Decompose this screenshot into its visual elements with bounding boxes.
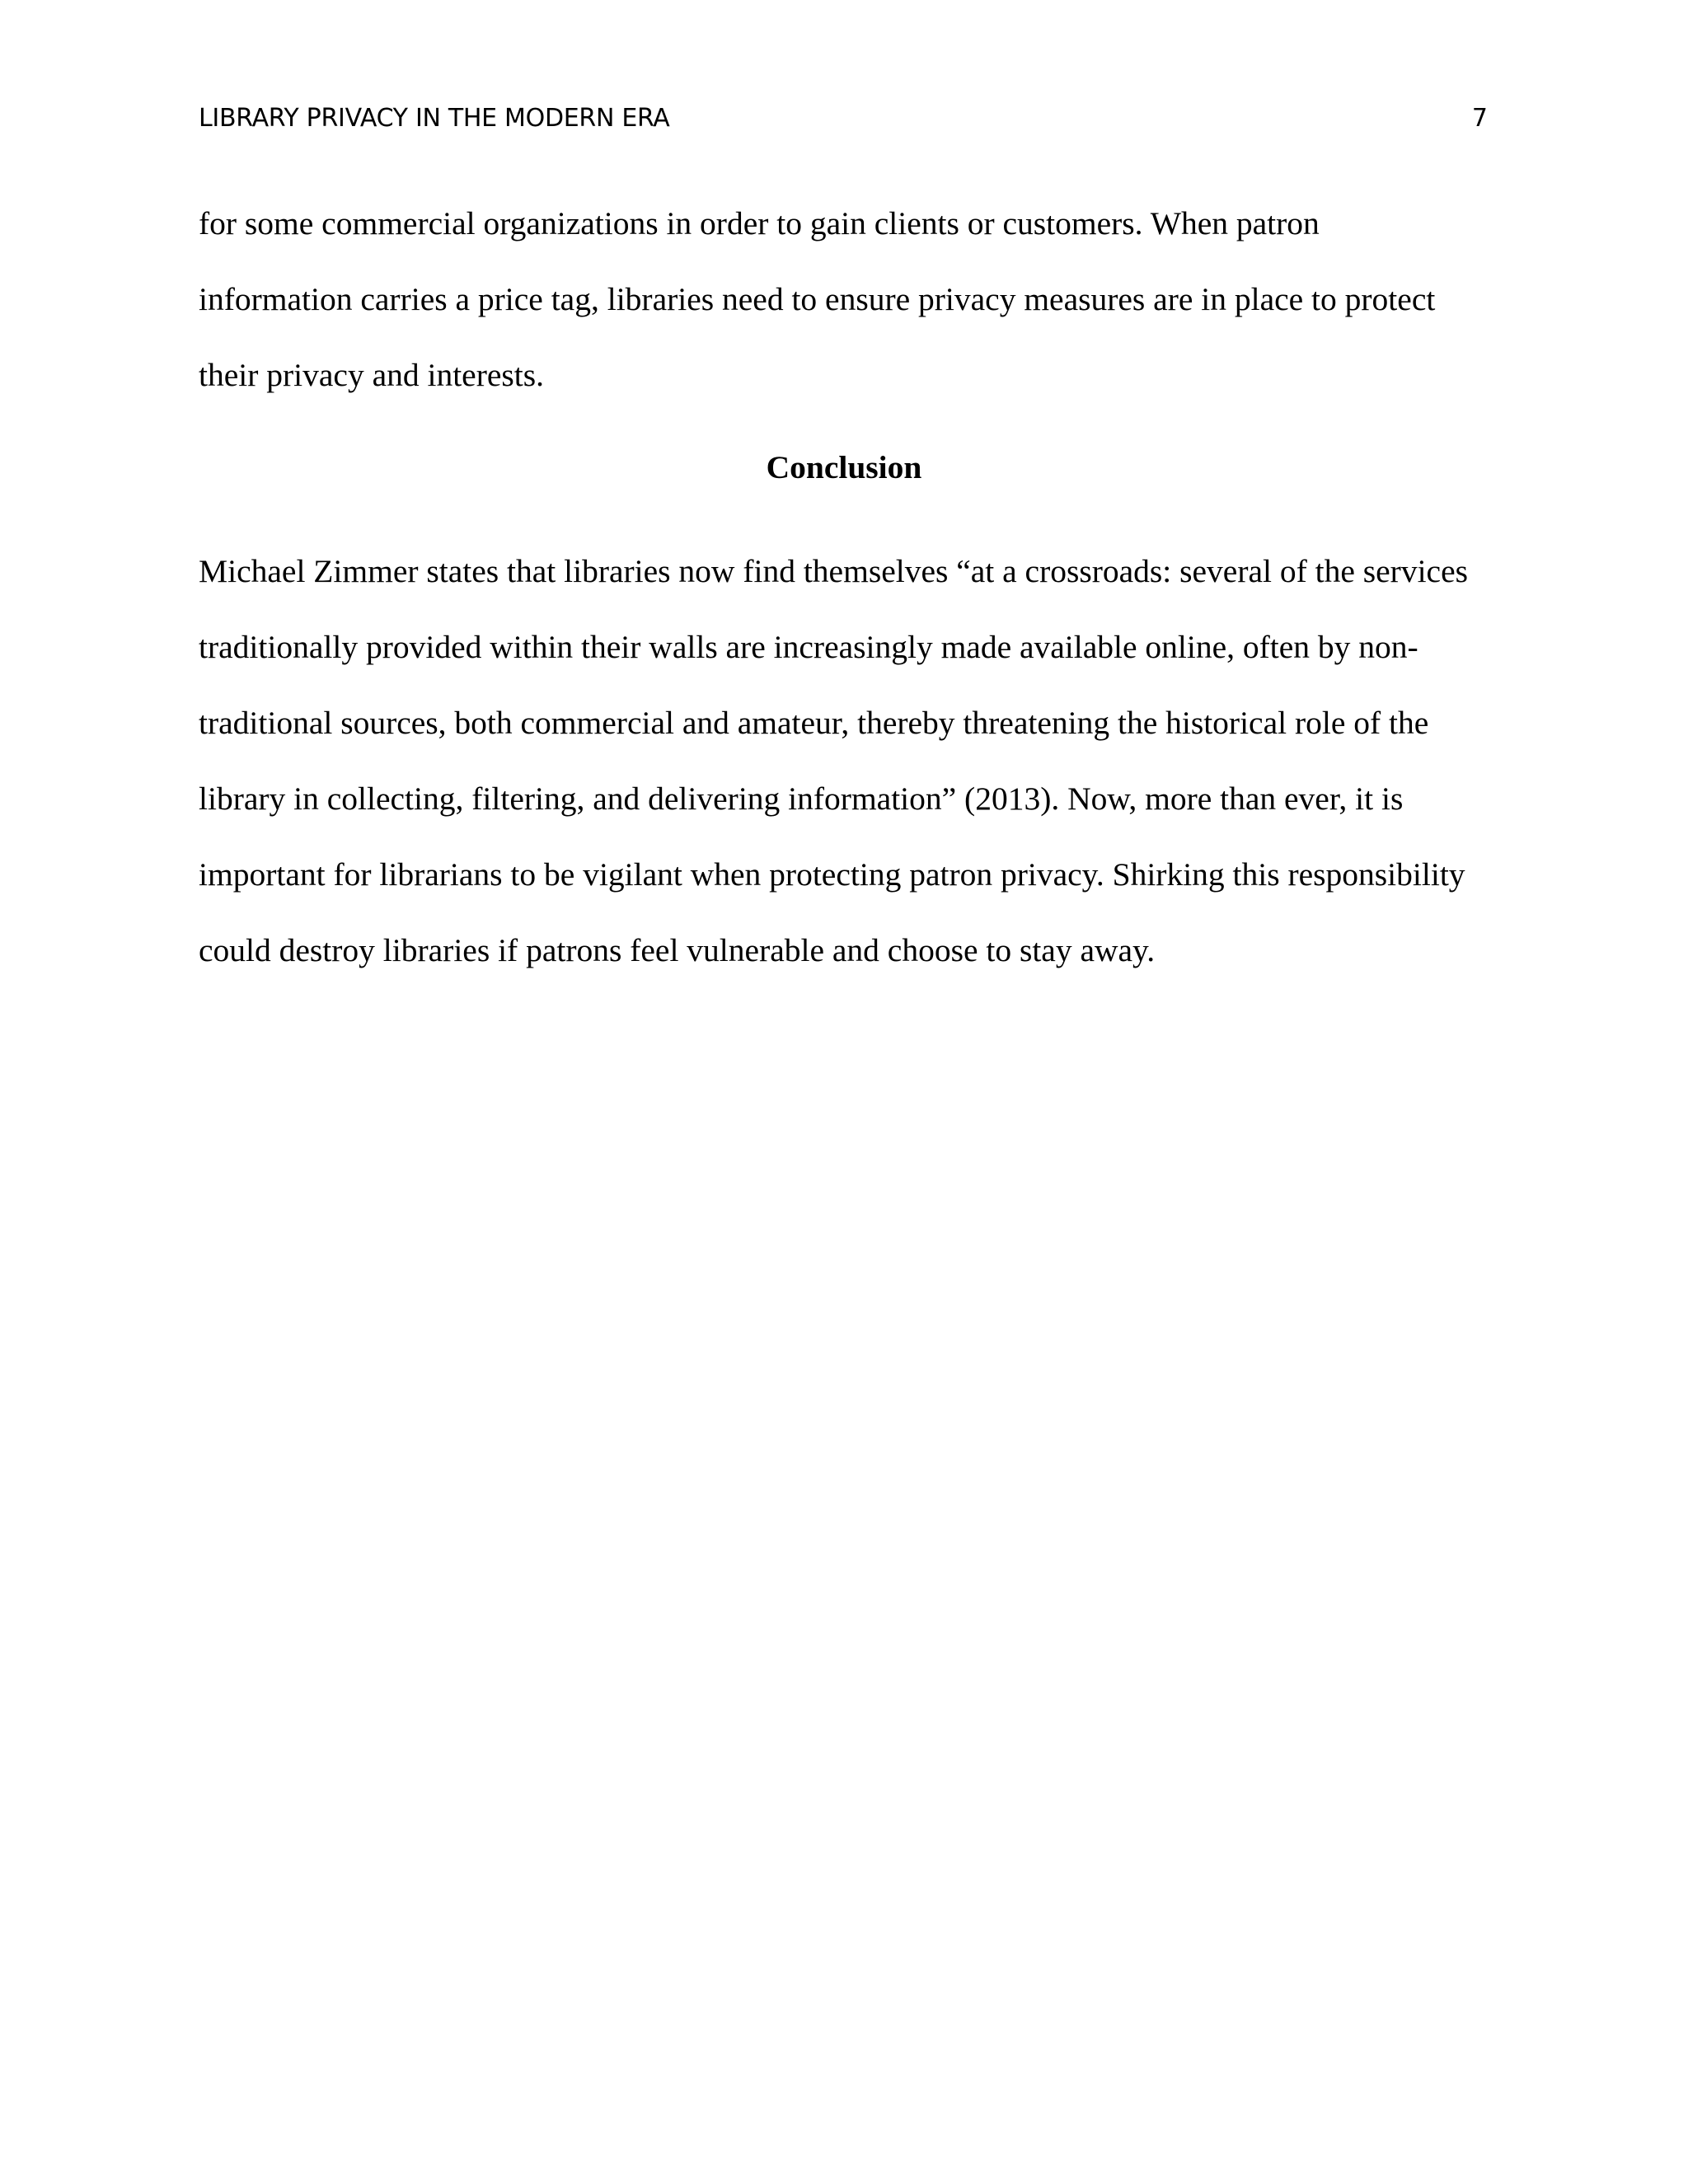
paragraph-2-line-6: could destroy libraries if patrons feel vulnerable and choose to stay away. [199,932,1156,968]
paragraph-1-line-2: information carries a price tag, libraries need to ensure privacy measures are in place to protect [199,281,1436,317]
paragraph-2-line-3: traditional sources, both commercial and amateur, thereby threatening the historical role of the [199,705,1429,741]
running-head: LIBRARY PRIVACY IN THE MODERN ERA [199,104,670,133]
paragraph-2-line-1: Michael Zimmer states that libraries now find themselves “at a crossroads: several of the services [199,553,1468,589]
paragraph-2-line-5: important for librarians to be vigilant when protecting patron privacy. Shirking this responsibility [199,856,1465,893]
paragraph-2-line-2: traditionally provided within their walls are increasingly made available online, often by non- [199,629,1418,665]
section-heading: Conclusion [766,449,922,485]
paragraph-1-line-1: for some commercial organizations in order to gain clients or customers. When patron [199,205,1320,241]
page-number: 7 [1471,104,1488,133]
paragraph-2-line-4: library in collecting, filtering, and delivering information” (2013). Now, more than ever, it is [199,780,1404,817]
paragraph-1-line-3: their privacy and interests. [199,357,544,393]
